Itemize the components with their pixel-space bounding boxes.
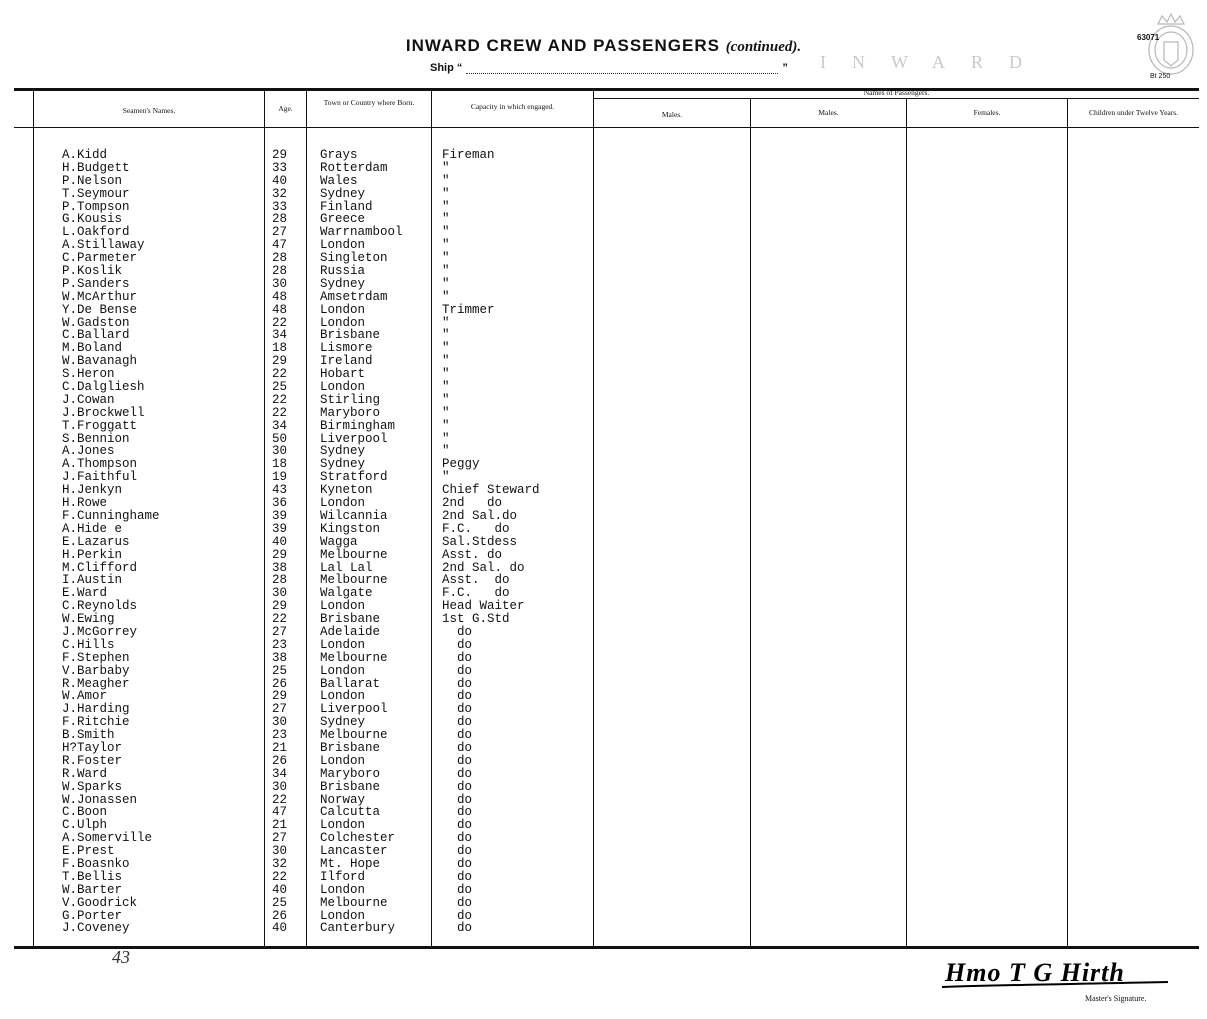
- seaman-age: 48: [272, 302, 288, 317]
- seaman-birthplace: Birmingham: [320, 418, 396, 433]
- seaman-birthplace: Sydney: [320, 186, 366, 201]
- seaman-name: C.Dalgliesh: [62, 380, 145, 395]
- seaman-birthplace: Melbourne: [320, 547, 388, 562]
- seaman-age: 23: [272, 637, 288, 652]
- seaman-name: F.Boasnko: [62, 856, 130, 871]
- seaman-capacity: ": [442, 238, 450, 253]
- seaman-name: W.Bavanagh: [62, 354, 138, 369]
- seaman-age: 39: [272, 508, 288, 523]
- seaman-capacity: ": [442, 328, 450, 343]
- header-females: Females.: [973, 108, 1001, 117]
- seaman-capacity: ": [442, 392, 450, 407]
- seaman-age: 21: [272, 740, 288, 755]
- seaman-age: 23: [272, 728, 288, 743]
- seaman-age: 32: [272, 186, 288, 201]
- header-capacity: Capacity in which engaged.: [470, 102, 555, 111]
- col-divider-6: [750, 98, 751, 948]
- seaman-capacity: ": [442, 212, 450, 227]
- seaman-name: Y.De Bense: [62, 302, 138, 317]
- seaman-name: F.Cunninghame: [62, 508, 160, 523]
- seaman-age: 40: [272, 534, 288, 549]
- seaman-capacity: do: [442, 818, 473, 833]
- seaman-name: H?Taylor: [62, 740, 123, 755]
- seaman-capacity: do: [442, 650, 473, 665]
- seaman-age: 38: [272, 650, 288, 665]
- seaman-name: J.Faithful: [62, 470, 138, 485]
- seaman-capacity: do: [442, 805, 473, 820]
- seaman-name: R.Foster: [62, 753, 123, 768]
- seaman-capacity: do: [442, 702, 473, 717]
- title-continued: (continued).: [725, 39, 802, 55]
- seaman-name: H.Perkin: [62, 547, 123, 562]
- seaman-name: A.Jones: [62, 444, 115, 459]
- seaman-age: 27: [272, 225, 288, 240]
- seaman-birthplace: Brisbane: [320, 612, 381, 627]
- passengers-subheader-rule: [593, 98, 1199, 99]
- seaman-age: 27: [272, 624, 288, 639]
- seaman-birthplace: Russia: [320, 264, 366, 279]
- seaman-age: 29: [272, 354, 288, 369]
- seaman-birthplace: Walgate: [320, 586, 373, 601]
- seaman-birthplace: Maryboro: [320, 405, 381, 420]
- seaman-birthplace: Sydney: [320, 444, 366, 459]
- bottom-rule: [14, 946, 1199, 949]
- seaman-age: 43: [272, 483, 288, 498]
- master-signature-label: Master's Signature.: [1085, 994, 1147, 1003]
- seaman-name: W.Barter: [62, 882, 123, 897]
- seaman-name: P.Nelson: [62, 173, 123, 188]
- seaman-birthplace: Warrnambool: [320, 225, 403, 240]
- seaman-name: P.Koslik: [62, 264, 123, 279]
- seaman-birthplace: Wales: [320, 173, 358, 188]
- seaman-name: P.Sanders: [62, 276, 130, 291]
- seaman-age: 26: [272, 676, 288, 691]
- seaman-capacity: ": [442, 264, 450, 279]
- seaman-capacity: do: [442, 779, 473, 794]
- seaman-age: 22: [272, 367, 288, 382]
- seaman-name: J.Coveney: [62, 921, 130, 936]
- seaman-age: 36: [272, 496, 288, 511]
- seaman-age: 22: [272, 405, 288, 420]
- header-town: Town or Country where Born.: [323, 98, 415, 107]
- seaman-age: 32: [272, 856, 288, 871]
- seaman-age: 50: [272, 431, 288, 446]
- seaman-name: W.Jonassen: [62, 792, 138, 807]
- seaman-name: H.Jenkyn: [62, 483, 123, 498]
- seaman-name: H.Rowe: [62, 496, 108, 511]
- seaman-birthplace: Liverpool: [320, 702, 388, 717]
- seaman-name: A.Stillaway: [62, 238, 145, 253]
- seaman-birthplace: Lancaster: [320, 844, 388, 859]
- seaman-name: T.Froggatt: [62, 418, 138, 433]
- seaman-birthplace: Grays: [320, 148, 358, 162]
- ship-label-close: ”: [782, 62, 788, 74]
- header-bottom-rule: [14, 127, 1199, 128]
- col-divider-5: [593, 90, 594, 948]
- seaman-name: F.Ritchie: [62, 715, 130, 730]
- seaman-birthplace: Wagga: [320, 534, 358, 549]
- seaman-capacity: do: [442, 715, 473, 730]
- seaman-capacity: 1st G.Std: [442, 612, 510, 627]
- header-seamen-names: Seamen's Names.: [122, 106, 176, 115]
- seaman-birthplace: Kingston: [320, 521, 381, 536]
- seaman-birthplace: London: [320, 637, 366, 652]
- seaman-birthplace: Calcutta: [320, 805, 381, 820]
- seaman-capacity: 2nd Sal. do: [442, 560, 525, 575]
- seaman-birthplace: London: [320, 315, 366, 330]
- seaman-birthplace: Melbourne: [320, 728, 388, 743]
- master-signature: Hmo T G Hirth: [945, 958, 1125, 987]
- seaman-name: G.Kousis: [62, 212, 123, 227]
- seaman-capacity: 2nd Sal.do: [442, 508, 518, 523]
- seaman-birthplace: Melbourne: [320, 895, 388, 910]
- seaman-name: C.Hills: [62, 637, 115, 652]
- page-title: [0, 36, 1207, 56]
- seaman-age: 25: [272, 895, 288, 910]
- title-main: INWARD CREW AND PASSENGERS: [405, 36, 720, 55]
- seaman-age: 34: [272, 766, 288, 781]
- seaman-birthplace: Ireland: [320, 354, 373, 369]
- seaman-name: A.Thompson: [62, 457, 138, 472]
- seaman-name: M.Boland: [62, 341, 123, 356]
- seaman-age: 25: [272, 663, 288, 678]
- seaman-age: 22: [272, 792, 288, 807]
- seaman-capacity: do: [442, 740, 473, 755]
- seaman-age: 18: [272, 457, 288, 472]
- seaman-birthplace: Sydney: [320, 276, 366, 291]
- seaman-birthplace: Brisbane: [320, 779, 381, 794]
- seaman-age: 28: [272, 264, 288, 279]
- seaman-name: E.Ward: [62, 586, 108, 601]
- seaman-name: A.Somerville: [62, 831, 153, 846]
- seaman-name: F.Stephen: [62, 650, 130, 665]
- seaman-birthplace: Greece: [320, 212, 366, 227]
- seaman-birthplace: Ilford: [320, 869, 366, 884]
- seaman-birthplace: Mt. Hope: [320, 856, 381, 871]
- seaman-birthplace: Wilcannia: [320, 508, 388, 523]
- header-males-1: Males.: [661, 110, 683, 119]
- seaman-capacity: Asst. do: [442, 547, 503, 562]
- seaman-age: 34: [272, 328, 288, 343]
- capacity-column: [442, 149, 540, 935]
- seaman-name: C.Reynolds: [62, 599, 138, 614]
- seaman-capacity: do: [442, 753, 473, 768]
- seaman-name: G.Porter: [62, 908, 123, 923]
- col-divider-8: [1067, 98, 1068, 948]
- seaman-capacity: F.C. do: [442, 521, 510, 536]
- seaman-birthplace: Sydney: [320, 715, 366, 730]
- seaman-name: C.Parmeter: [62, 251, 138, 266]
- seaman-name: V.Barbaby: [62, 663, 130, 678]
- seaman-birthplace: London: [320, 818, 366, 833]
- seaman-age: 26: [272, 908, 288, 923]
- header-children: Children under Twelve Years.: [1088, 108, 1179, 117]
- seaman-name: B.Smith: [62, 728, 115, 743]
- seaman-age: 33: [272, 160, 288, 175]
- seaman-capacity: do: [442, 689, 473, 704]
- seaman-capacity: F.C. do: [442, 586, 510, 601]
- seaman-name: W.Gadston: [62, 315, 130, 330]
- town-column: [320, 149, 403, 935]
- seaman-name: A.Kidd: [62, 148, 108, 162]
- seaman-birthplace: London: [320, 663, 366, 678]
- seaman-birthplace: Stirling: [320, 392, 381, 407]
- ship-field: [430, 62, 788, 74]
- seaman-name: A.Hide e: [62, 521, 123, 536]
- seaman-name: L.Oakford: [62, 225, 130, 240]
- col-divider-1: [33, 90, 34, 948]
- seaman-name: P.Tompson: [62, 199, 130, 214]
- watermark: INWARD: [820, 52, 1048, 72]
- col-divider-7: [906, 98, 907, 948]
- seaman-capacity: ": [442, 160, 450, 175]
- seaman-capacity: do: [442, 921, 473, 936]
- seaman-age: 28: [272, 573, 288, 588]
- seaman-capacity: ": [442, 431, 450, 446]
- seaman-name: M.Clifford: [62, 560, 138, 575]
- seaman-birthplace: London: [320, 496, 366, 511]
- seaman-birthplace: Kyneton: [320, 483, 373, 498]
- seaman-capacity: Sal.Stdess: [442, 534, 518, 549]
- seaman-name: J.Cowan: [62, 392, 115, 407]
- seaman-capacity: ": [442, 315, 450, 330]
- seaman-capacity: Head Waiter: [442, 599, 525, 614]
- seaman-age: 39: [272, 521, 288, 536]
- seaman-age: 30: [272, 276, 288, 291]
- seaman-age: 40: [272, 921, 288, 936]
- seaman-age: 22: [272, 612, 288, 627]
- seaman-capacity: do: [442, 766, 473, 781]
- seaman-birthplace: Melbourne: [320, 650, 388, 665]
- seaman-birthplace: Finland: [320, 199, 373, 214]
- seaman-capacity: Asst. do: [442, 573, 510, 588]
- seaman-birthplace: London: [320, 599, 366, 614]
- seaman-name: V.Goodrick: [62, 895, 138, 910]
- seaman-capacity: Fireman: [442, 148, 495, 162]
- seaman-capacity: ": [442, 225, 450, 240]
- seaman-capacity: do: [442, 624, 473, 639]
- seaman-name: R.Ward: [62, 766, 108, 781]
- seaman-capacity: Trimmer: [442, 302, 495, 317]
- seaman-birthplace: London: [320, 882, 366, 897]
- seaman-age: 27: [272, 831, 288, 846]
- seaman-capacity: ": [442, 470, 450, 485]
- seaman-name: W.Ewing: [62, 612, 115, 627]
- seamen-names-column: [62, 149, 160, 935]
- seaman-name: E.Prest: [62, 844, 115, 859]
- seaman-capacity: do: [442, 831, 473, 846]
- seaman-age: 38: [272, 560, 288, 575]
- seaman-age: 48: [272, 289, 288, 304]
- seaman-name: C.Ballard: [62, 328, 130, 343]
- seaman-birthplace: Lismore: [320, 341, 373, 356]
- seaman-birthplace: Brisbane: [320, 328, 381, 343]
- seaman-age: 30: [272, 844, 288, 859]
- seaman-birthplace: Brisbane: [320, 740, 381, 755]
- seaman-capacity: ": [442, 276, 450, 291]
- seaman-age: 30: [272, 586, 288, 601]
- seaman-capacity: do: [442, 728, 473, 743]
- seaman-birthplace: Rotterdam: [320, 160, 388, 175]
- seaman-name: S.Heron: [62, 367, 115, 382]
- handwritten-tally: 43: [112, 947, 130, 967]
- seaman-name: C.Ulph: [62, 818, 108, 833]
- seaman-capacity: ": [442, 289, 450, 304]
- seaman-capacity: ": [442, 444, 450, 459]
- seaman-capacity: ": [442, 405, 450, 420]
- seaman-age: 26: [272, 753, 288, 768]
- seaman-age: 28: [272, 251, 288, 266]
- seaman-name: W.Amor: [62, 689, 108, 704]
- seaman-name: T.Seymour: [62, 186, 130, 201]
- seaman-birthplace: Maryboro: [320, 766, 381, 781]
- seaman-birthplace: Lal Lal: [320, 560, 373, 575]
- col-divider-3: [306, 90, 307, 948]
- seaman-name: J.Brockwell: [62, 405, 145, 420]
- seaman-name: E.Lazarus: [62, 534, 130, 549]
- seaman-capacity: do: [442, 844, 473, 859]
- form-number: 63071: [1137, 33, 1160, 42]
- seaman-capacity: ": [442, 367, 450, 382]
- seaman-birthplace: Ballarat: [320, 676, 381, 691]
- seaman-age: 30: [272, 779, 288, 794]
- seaman-birthplace: London: [320, 380, 366, 395]
- seaman-capacity: ": [442, 251, 450, 266]
- seaman-age: 30: [272, 444, 288, 459]
- age-column: [272, 149, 287, 935]
- seaman-name: C.Boon: [62, 805, 108, 820]
- seaman-name: T.Bellis: [62, 869, 123, 884]
- seaman-capacity: ": [442, 199, 450, 214]
- seaman-age: 29: [272, 547, 288, 562]
- seaman-birthplace: London: [320, 302, 366, 317]
- seaman-birthplace: Sydney: [320, 457, 366, 472]
- seaman-birthplace: Liverpool: [320, 431, 388, 446]
- form-code: Bt 250: [1150, 73, 1171, 80]
- seaman-capacity: do: [442, 908, 473, 923]
- seaman-capacity: do: [442, 882, 473, 897]
- seaman-name: J.Harding: [62, 702, 130, 717]
- seaman-capacity: do: [442, 895, 473, 910]
- seaman-birthplace: Stratford: [320, 470, 388, 485]
- seaman-capacity: do: [442, 856, 473, 871]
- seaman-age: 40: [272, 173, 288, 188]
- seaman-capacity: ": [442, 380, 450, 395]
- seaman-birthplace: Singleton: [320, 251, 388, 266]
- col-divider-4: [431, 90, 432, 948]
- col-divider-2: [264, 90, 265, 948]
- seaman-age: 29: [272, 148, 288, 162]
- seaman-birthplace: Adelaide: [320, 624, 381, 639]
- seaman-age: 29: [272, 689, 288, 704]
- seaman-name: J.McGorrey: [62, 624, 138, 639]
- seaman-age: 47: [272, 805, 288, 820]
- seaman-capacity: ": [442, 354, 450, 369]
- ship-name-blank: [466, 73, 778, 74]
- seaman-birthplace: London: [320, 908, 366, 923]
- seaman-birthplace: London: [320, 689, 366, 704]
- seaman-name: W.McArthur: [62, 289, 138, 304]
- seaman-capacity: Peggy: [442, 457, 480, 472]
- ship-label: Ship “: [430, 62, 463, 74]
- seaman-birthplace: Hobart: [320, 367, 366, 382]
- seaman-name: I.Austin: [62, 573, 123, 588]
- seaman-age: 22: [272, 315, 288, 330]
- seaman-age: 25: [272, 380, 288, 395]
- seaman-age: 27: [272, 702, 288, 717]
- seaman-age: 19: [272, 470, 288, 485]
- seaman-capacity: do: [442, 869, 473, 884]
- seaman-birthplace: London: [320, 753, 366, 768]
- seaman-birthplace: London: [320, 238, 366, 253]
- seaman-birthplace: Norway: [320, 792, 366, 807]
- seaman-birthplace: Melbourne: [320, 573, 388, 588]
- seaman-age: 47: [272, 238, 288, 253]
- seaman-age: 29: [272, 599, 288, 614]
- seaman-capacity: do: [442, 676, 473, 691]
- seaman-name: R.Meagher: [62, 676, 130, 691]
- seaman-capacity: ": [442, 186, 450, 201]
- seaman-capacity: ": [442, 418, 450, 433]
- seaman-birthplace: Amsetrdam: [320, 289, 388, 304]
- seaman-capacity: 2nd do: [442, 496, 503, 511]
- seaman-capacity: do: [442, 663, 473, 678]
- seaman-capacity: do: [442, 637, 473, 652]
- seaman-age: 22: [272, 869, 288, 884]
- seaman-name: W.Sparks: [62, 779, 123, 794]
- seaman-birthplace: Colchester: [320, 831, 396, 846]
- seaman-name: S.Bennion: [62, 431, 130, 446]
- seaman-age: 30: [272, 715, 288, 730]
- seaman-age: 28: [272, 212, 288, 227]
- seaman-age: 40: [272, 882, 288, 897]
- header-names-of-passengers: Names of Passengers.: [863, 88, 930, 97]
- seaman-age: 34: [272, 418, 288, 433]
- seaman-age: 18: [272, 341, 288, 356]
- seaman-age: 21: [272, 818, 288, 833]
- seaman-name: H.Budgett: [62, 160, 130, 175]
- seaman-capacity: ": [442, 341, 450, 356]
- seaman-capacity: ": [442, 173, 450, 188]
- seaman-birthplace: Canterbury: [320, 921, 396, 936]
- header-males-2: Males.: [818, 108, 839, 117]
- seaman-age: 22: [272, 392, 288, 407]
- seaman-capacity: Chief Steward: [442, 483, 540, 498]
- seaman-age: 33: [272, 199, 288, 214]
- header-age: Age.: [278, 104, 293, 113]
- seaman-capacity: do: [442, 792, 473, 807]
